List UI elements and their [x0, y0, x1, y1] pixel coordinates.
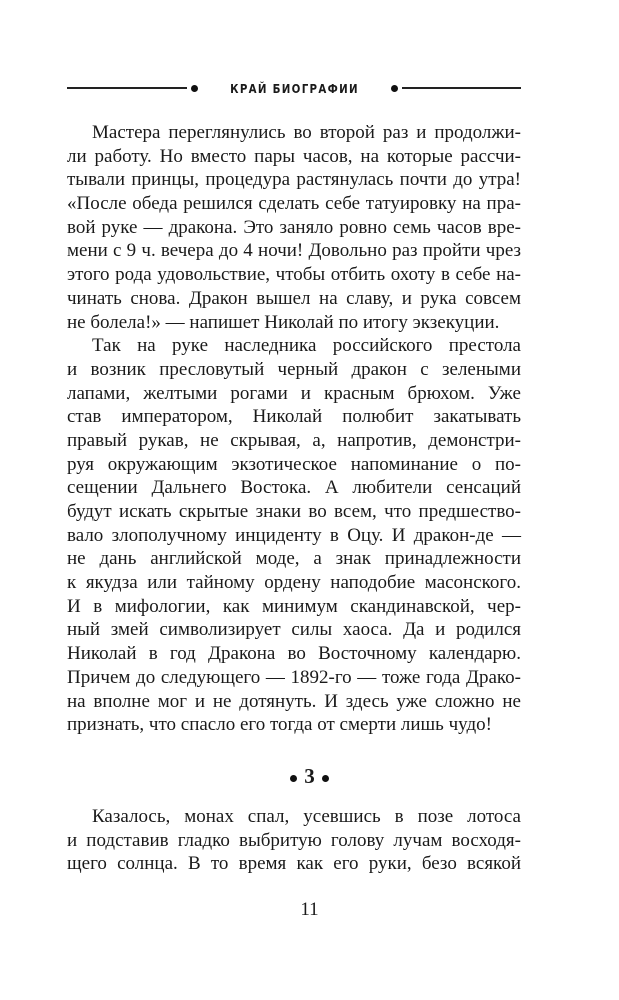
text-line: признать, что спасло его тогда от смерти лишь чудо! [67, 714, 492, 736]
text-line: чинать снова. Дракон вышел на славу, и рука совсем [67, 287, 521, 309]
text-line: на вполне мог и не дотянуть. И здесь уже сложно не [67, 690, 521, 712]
paragraph [67, 805, 521, 876]
text-line: став императором, Николай полюбит закатывать [67, 406, 521, 428]
text-line: тывали принцы, процедура растянулась почти до утра! [67, 169, 521, 191]
text-line: руя окружающим экзотическое напоминание о по- [67, 453, 521, 475]
paragraph [67, 121, 521, 334]
text-line: Николай в год Дракона во Восточному календарю. [67, 643, 521, 665]
section-bullet-left [290, 775, 297, 782]
text-line: не дань английской моде, а знак принадлежности [67, 548, 521, 570]
text-line: и подставив гладко выбритую голову лучам восходя- [67, 829, 521, 851]
text-line: мени с 9 ч. вечера до 4 ночи! Довольно раз пройти чрез [67, 240, 521, 262]
header-rule-left [67, 87, 187, 88]
section-bullet-right [322, 775, 329, 782]
page-number: 11 [300, 899, 319, 920]
text-line: Мастера переглянулись во второй раз и продолжи- [92, 122, 521, 143]
running-head [67, 79, 521, 97]
text-line: лапами, желтыми рогами и красным брюхом. Уже [67, 382, 521, 404]
text-line: этого рода удовольствие, чтобы отбить охоту в себе на- [67, 264, 521, 286]
section-number-text: 3 [304, 764, 315, 788]
text-line: правый рукав, не скрывая, а, напротив, демонстри- [67, 429, 521, 451]
text-line: И в мифологии, как минимум скандинавской, чер- [67, 595, 521, 617]
text-line: Причем до следующего — 1892-го — тоже года Драко- [67, 666, 521, 688]
section-number [0, 764, 619, 789]
text-line: не болела!» — напишет Николай по итогу экзекуции. [67, 311, 500, 333]
body-text-before-section [67, 121, 521, 737]
text-line: и возник пресловутый черный дракон с зелеными [67, 358, 521, 380]
text-line: Так на руке наследника российского престола [92, 335, 521, 357]
text-line: «После обеда решился сделать себе татуировку на пра- [67, 193, 521, 215]
header-bullet-right [391, 85, 398, 92]
text-line: вой руке — дракона. Это заняло ровно семь часов вре- [67, 216, 521, 238]
text-line: будут искать скрытые знаки во всем, что предшество- [67, 501, 521, 522]
header-rule-right [402, 87, 522, 88]
paragraph [67, 334, 521, 737]
text-line: ли работу. Но вместо пары часов, на которые рассчи- [67, 145, 521, 167]
text-line: ный змей символизирует силы хаоса. Да и родился [67, 619, 521, 641]
text-line: сещении Дальнего Востока. А любители сенсаций [67, 477, 521, 499]
running-head-title: КРАЙ БИОГРАФИИ [229, 80, 359, 96]
text-line: Казалось, монах спал, усевшись в позе лотоса [92, 806, 521, 827]
text-line: щего солнца. В то время как его руки, безо всякой [67, 853, 521, 875]
header-bullet-left [191, 85, 198, 92]
text-line: вало злополучному инциденту в Оцу. И дракон-де — [67, 524, 521, 546]
body-text-section-3 [67, 805, 521, 876]
text-line: к якудза или тайному ордену наподобие масонского. [67, 572, 521, 594]
